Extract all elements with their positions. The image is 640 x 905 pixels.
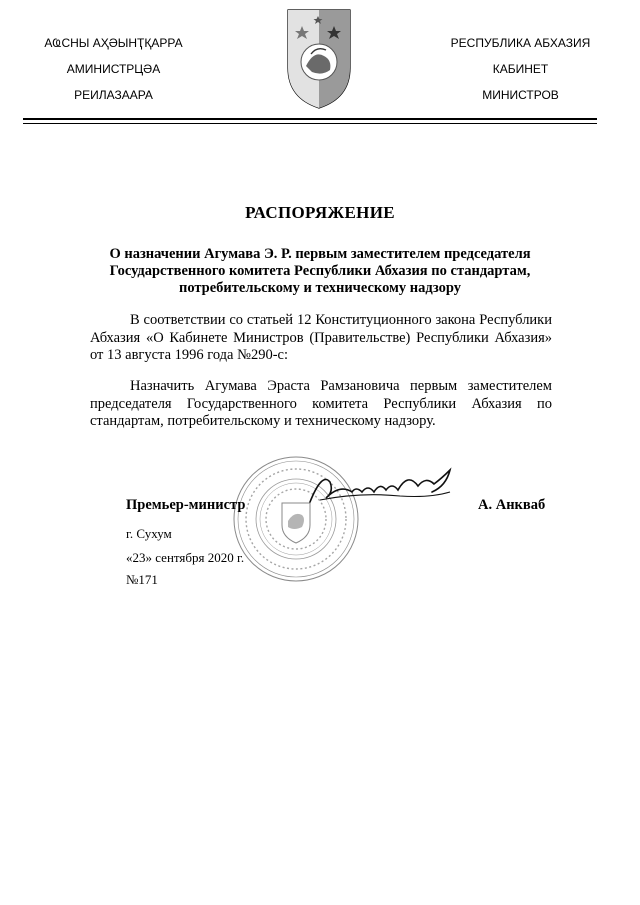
issue-place: г. Сухум [126,526,172,541]
paragraph-basis [90,312,552,365]
header-right-block [438,30,603,108]
paragraph-order [90,378,552,431]
header-rule-thin [23,123,597,124]
paragraph-order-text: Назначить Агумава Эраста Рамзановича первым заместителем председателя Государственного комитета Республики Абхазия по стандартам, потребительскому и техническому надзору. [90,378,552,429]
coat-of-arms-icon [284,6,354,112]
header-right-line-2: КАБИНЕТ [492,62,549,76]
handwritten-signature-icon [300,462,460,512]
signatory-position: Премьер-министр [126,497,246,513]
header-left-line-2: АМИНИСТРЦӘА [66,62,161,76]
header-right-line-3: МИНИСТРОВ [482,88,559,102]
header-right-line-1: РЕСПУБЛИКА АБХАЗИЯ [450,36,591,50]
signatory-name: А. Анкваб [478,497,546,513]
header-left-line-1: АҨСНЫ АҲӘЫНҬҚАРРА [44,36,183,50]
document-subject: О назначении Агумава Э. Р. первым заместителем председателя Государственного комитета Республики Абхазия по стандартам, потребительскому и техническому надзору [109,246,531,296]
header-rule-thick [23,118,597,120]
header-left-line-3: РЕИЛАЗААРА [74,88,153,102]
document-number: №171 [126,572,158,587]
document-title: РАСПОРЯЖЕНИЕ [245,203,395,222]
issue-date: «23» сентября 2020 г. [126,550,245,565]
paragraph-basis-text: В соответствии со статьей 12 Конституционного закона Республики Абхазия «О Кабинете Министров (Правительстве) Республики Абхазия» от 13 августа 1996 года №290-с: [90,312,552,363]
header-left-block [26,30,201,108]
